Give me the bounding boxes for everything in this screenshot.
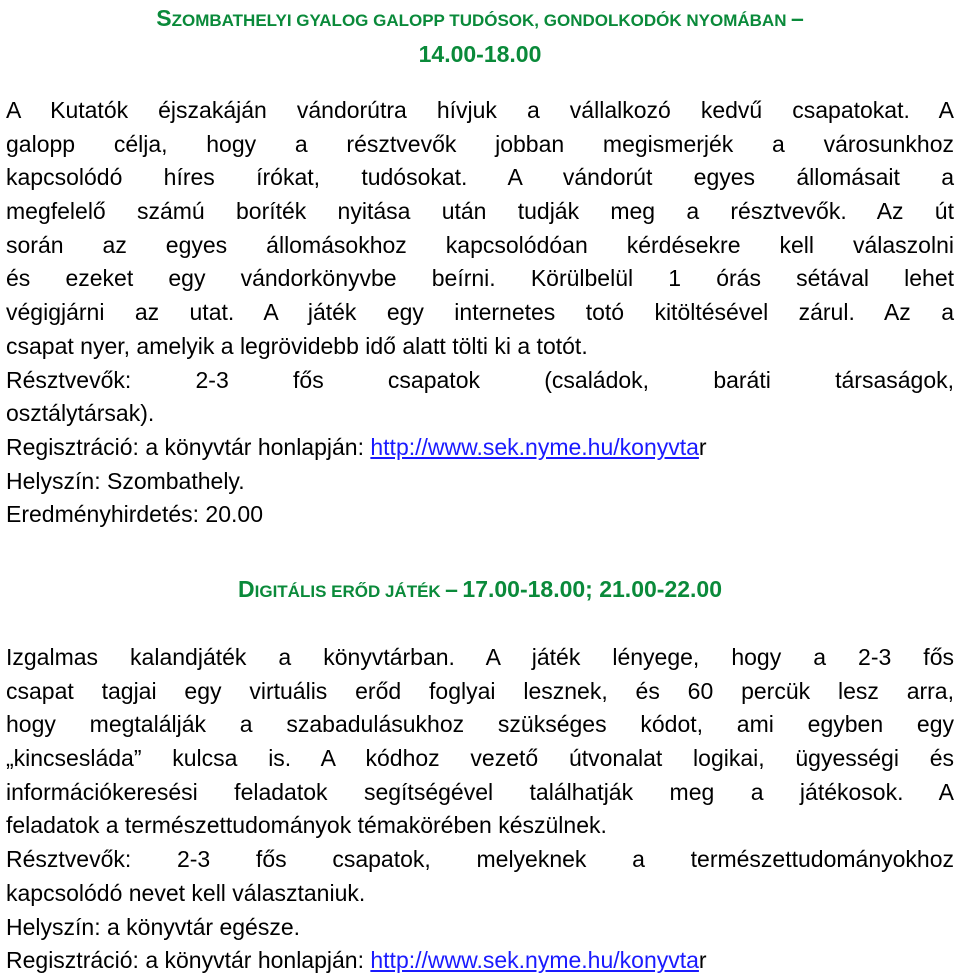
registration-link-tail: r — [698, 947, 707, 974]
section1-line: megfelelő számú boríték nyitása után tudják meg a résztvevők. Az út — [6, 198, 954, 225]
section1-line: kapcsolódó híres írókat, tudósokat. A vándorút egyes állomásait a — [6, 164, 954, 191]
section2-line: információkeresési feladatok segítségével találhatják meg a játékosok. A — [6, 778, 954, 805]
section2-line: kapcsolódó nevet kell választaniuk. — [6, 879, 366, 906]
registration-label: Regisztráció: a könyvtár honlapján: — [6, 433, 371, 460]
section2-line: csapat tagjai egy virtuális erőd foglyai lesznek, és 60 percük lesz arra, — [6, 677, 954, 704]
section1-line: csapat nyer, amelyik a legrövidebb idő alatt tölti ki a totót. — [6, 332, 588, 359]
section1-title: ZOMBATHELYI GYALOG GALOPP TUDÓSOK, GONDOLKODÓK NYOMÁBAN — [171, 11, 787, 30]
section1-line: során az egyes állomásokhoz kapcsolódóan kérdésekre kell válaszolni — [6, 231, 954, 258]
section2-title-cap: D — [238, 576, 255, 602]
section1-location: Helyszín: Szombathely. — [6, 467, 245, 494]
section1-line: galopp célja, hogy a résztvevők jobban megismerjék a városunkhoz — [6, 130, 954, 157]
section2-line: Helyszín: a könyvtár egésze. — [6, 913, 301, 940]
section1-dash: – — [790, 5, 804, 31]
section2-heading — [0, 572, 960, 610]
section1-line: A Kutatók éjszakáján vándorútra hívjuk a vállalkozó kedvű csapatokat. A — [6, 97, 954, 123]
registration-link-tail: r — [698, 433, 707, 460]
section1-line: és ezeket egy vándorkönyvbe beírni. Körülbelül 1 órás sétával lehet — [6, 265, 954, 292]
section1-line: végigjárni az utat. A játék egy internetes totó kitöltésével zárul. Az a — [6, 299, 954, 326]
section1-body — [6, 94, 954, 532]
section1-line: Résztvevők: 2-3 fős csapatok (családok, baráti társaságok, — [6, 366, 954, 393]
section2-registration — [6, 944, 954, 978]
section2-line: feladatok a természettudományok témakörében készülnek. — [6, 812, 607, 839]
section2-time: 17.00-18.00; 21.00-22.00 — [462, 576, 722, 602]
section1-time: 14.00-18.00 — [418, 41, 542, 67]
section2-line: Résztvevők: 2-3 fős csapatok, melyeknek a természettudományokhoz — [6, 846, 954, 873]
section2-line: „kincsesláda” kulcsa is. A kódhoz vezető útvonalat logikai, ügyességi és — [6, 745, 954, 772]
section1-results: Eredményhirdetés: 20.00 — [6, 501, 263, 528]
section1-registration — [6, 431, 954, 465]
section2-body — [6, 641, 954, 978]
section2-title: IGITÁLIS ERŐD JÁTÉK — [254, 582, 441, 601]
section2-line: hogy megtalálják a szabadulásukhoz szükséges kódot, ami egyben egy — [6, 711, 954, 738]
registration-link[interactable]: http://www.sek.nyme.hu/konyvta — [370, 433, 699, 460]
registration-label: Regisztráció: a könyvtár honlapján: — [6, 947, 371, 974]
section1-title-cap: S — [156, 5, 172, 31]
section2-dash: – — [445, 576, 458, 602]
section1-heading — [0, 2, 960, 70]
registration-link[interactable]: http://www.sek.nyme.hu/konyvta — [370, 947, 699, 974]
section2-line: Izgalmas kalandjáték a könyvtárban. A játék lényege, hogy a 2-3 fős — [6, 644, 954, 670]
section1-line: osztálytársak). — [6, 400, 155, 427]
